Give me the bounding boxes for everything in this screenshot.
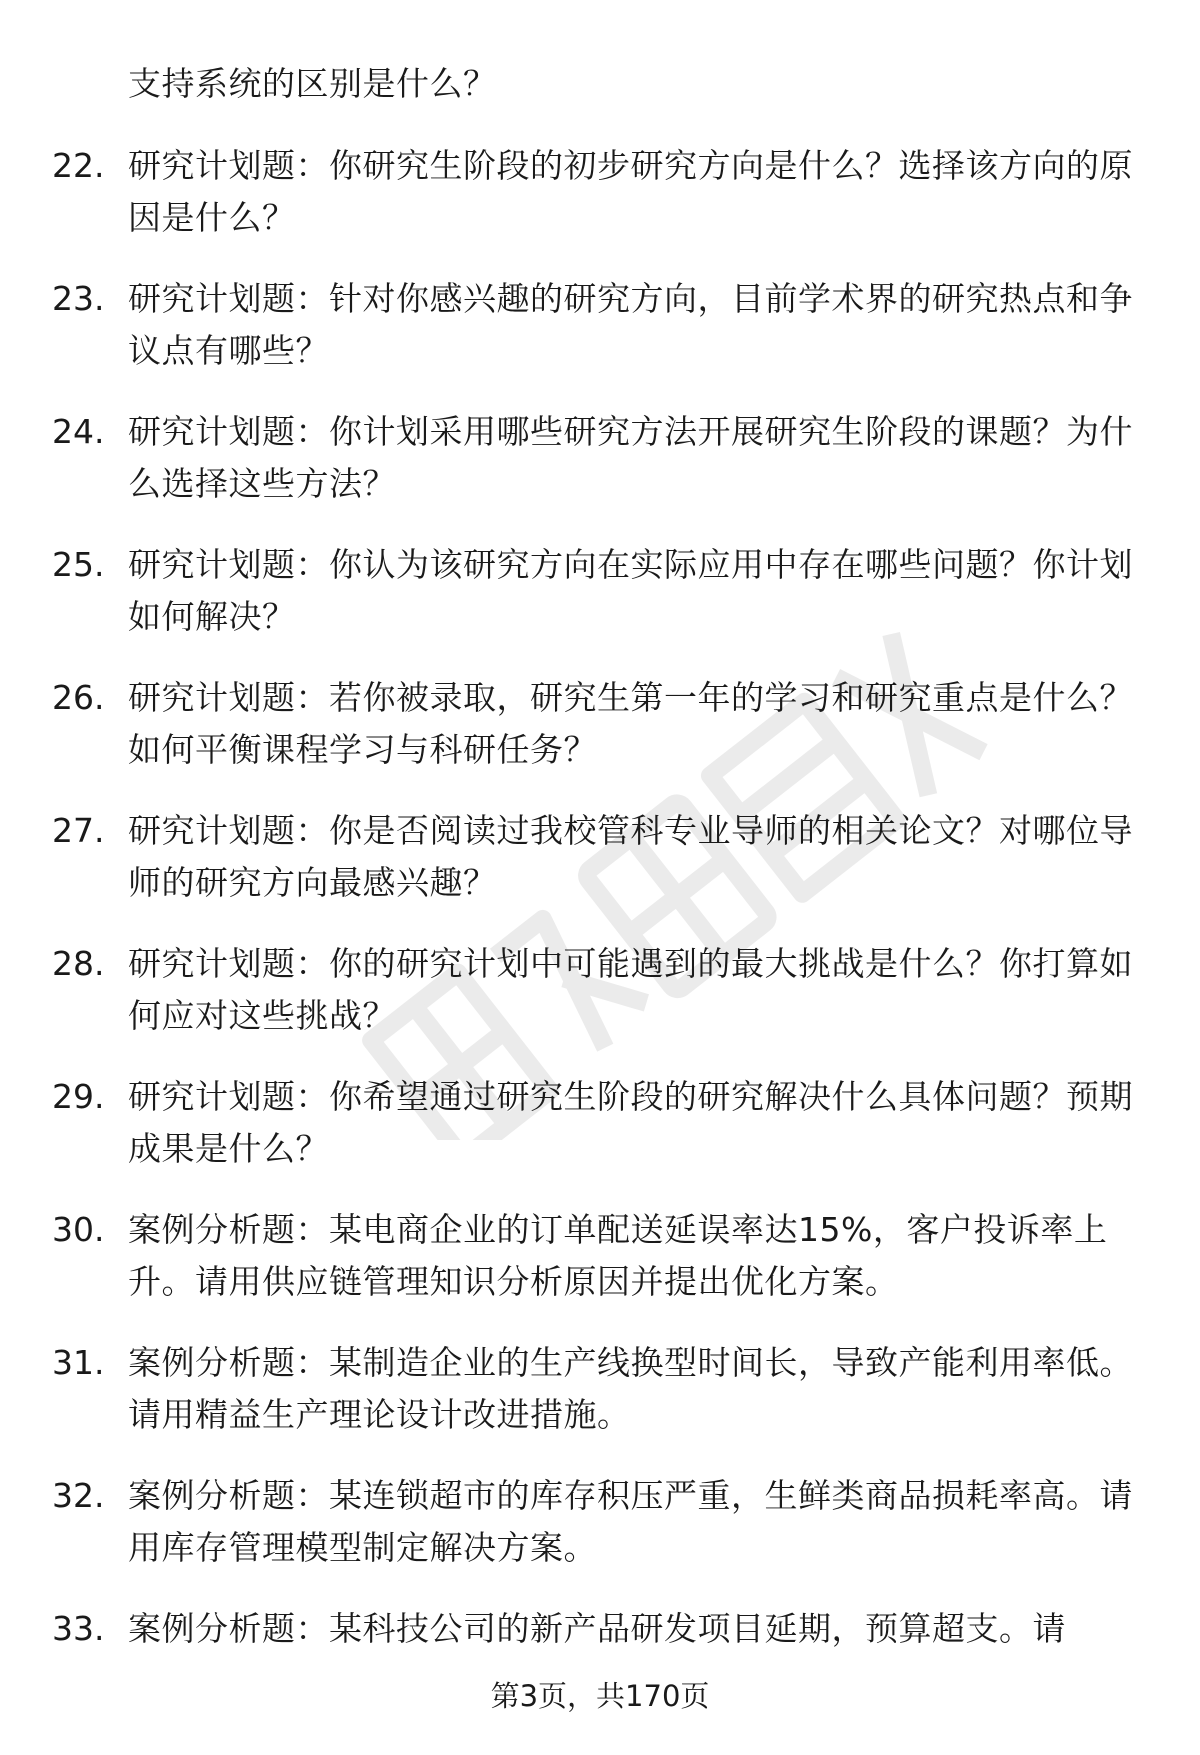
question-text: 案例分析题：某电商企业的订单配送延误率达15%，客户投诉率上升。请用供应链管理知识分析原因并提出优化方案。 <box>128 1210 1108 1301</box>
question-item <box>0 805 1200 938</box>
question-number: 30. <box>52 1210 105 1249</box>
question-text: 研究计划题：若你被录取，研究生第一年的学习和研究重点是什么？如何平衡课程学习与科研任务？ <box>128 678 1133 769</box>
question-item <box>0 1204 1200 1337</box>
question-item <box>0 1071 1200 1204</box>
question-text: 案例分析题：某制造企业的生产线换型时间长，导致产能利用率低。请用精益生产理论设计改进措施。 <box>128 1343 1133 1434</box>
question-text: 研究计划题：你的研究计划中可能遇到的最大挑战是什么？你打算如何应对这些挑战？ <box>128 944 1133 1035</box>
question-text: 研究计划题：你计划采用哪些研究方法开展研究生阶段的课题？为什么选择这些方法？ <box>128 412 1133 503</box>
question-item <box>0 1337 1200 1470</box>
question-number: 28. <box>52 944 105 983</box>
question-text: 案例分析题：某连锁超市的库存积压严重，生鲜类商品损耗率高。请用库存管理模型制定解决方案。 <box>128 1476 1133 1567</box>
question-number: 23. <box>52 279 105 318</box>
question-number: 32. <box>52 1476 105 1515</box>
question-item <box>0 406 1200 539</box>
question-number: 24. <box>52 412 105 451</box>
question-text: 案例分析题：某科技公司的新产品研发项目延期，预算超支。请 <box>128 1609 1066 1648</box>
question-item <box>0 1603 1200 1736</box>
question-item <box>0 140 1200 273</box>
question-number: 27. <box>52 811 105 850</box>
question-text: 研究计划题：你认为该研究方向在实际应用中存在哪些问题？你计划如何解决？ <box>128 545 1133 636</box>
question-text: 研究计划题：你希望通过研究生阶段的研究解决什么具体问题？预期成果是什么？ <box>128 1077 1133 1168</box>
question-number: 22. <box>52 146 105 185</box>
continued-question-text: 支持系统的区别是什么？ <box>128 64 497 103</box>
question-item <box>0 938 1200 1071</box>
question-item <box>0 672 1200 805</box>
question-number: 26. <box>52 678 105 717</box>
question-number: 33. <box>52 1609 105 1648</box>
question-number: 25. <box>52 545 105 584</box>
question-text: 研究计划题：你是否阅读过我校管科专业导师的相关论文？对哪位导师的研究方向最感兴趣？ <box>128 811 1133 902</box>
question-item <box>0 539 1200 672</box>
page-footer: 第3页，共170页 <box>490 1679 710 1713</box>
question-list <box>0 140 1200 1736</box>
question-item <box>0 1470 1200 1603</box>
question-number: 31. <box>52 1343 105 1382</box>
question-text: 研究计划题：你研究生阶段的初步研究方向是什么？选择该方向的原因是什么？ <box>128 146 1133 237</box>
question-item <box>0 273 1200 406</box>
question-number: 29. <box>52 1077 105 1116</box>
question-text: 研究计划题：针对你感兴趣的研究方向，目前学术界的研究热点和争议点有哪些？ <box>128 279 1133 370</box>
